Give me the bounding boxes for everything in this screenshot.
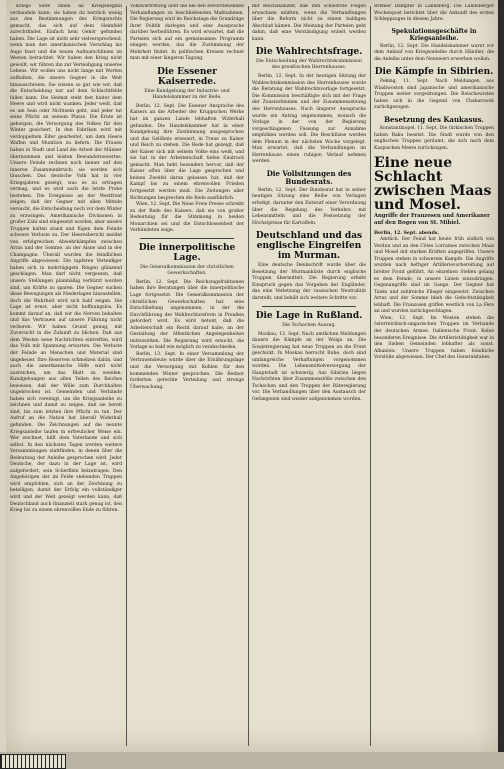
headline-kaukasus: Besetzung des Kaukasus. [384, 115, 484, 125]
article-russland: Moskau, 12. Sept. Nach amtlichen Meldungen dauern die Kämpfe an der Wolga an. Die Sowjetregierung hat neue Truppen an die Front geschickt. In Moskau herrscht Ruhe, doch sind umfangreiche Verhaftungen vorgenommen worden. Die Lebensmittelversorgung der Hauptstadt ist schwierig. Aus Sibirien liegen Nachrichten über Zusammenstöße zwischen den Tschechen und den Truppen der Räteregierung vor. Die Verhandlungen über den Austausch der Gefangenen sind wieder aufgenommen worden. [252, 331, 366, 402]
article-schlacht-2: Wien, 12. Sept. Im Westen stehen die österreichisch-ungarischen Truppen im Verbande der deutschen Armee. Italienische Front: Keine besonderen Ereignisse. Die Artillerietätigkeit war in den Sieben Gemeinden lebhafter als sonst. Albanien: Unsere Truppen haben feindliche Vorstöße abgewiesen. Der Chef des Generalstabes. [374, 315, 494, 361]
column-rule [126, 6, 127, 746]
headline-bundesrat: Die Vollsitzungen des Bundesrats. [266, 168, 352, 186]
dateline: Berlin, 12. Sept. abends. [374, 229, 440, 236]
scale-ruler [0, 754, 66, 769]
page-edge [498, 0, 504, 752]
column-2 [130, 4, 244, 746]
subhead-kundgebung: Eine Kundgebung der Industrie- und Handelskammer zu der Rede. [144, 88, 230, 100]
article-kaiserrede-1: Berlin, 12. Sept. Die Essener Ansprache des Kaisers an die Arbeiter der Kruppschen Werke hat im ganzen Lande lebhaften Widerhall gefunden. Die Handelskammer hat in einer Kundgebung ihre Zustimmung ausgesprochen und das Gelöbnis erneuert, in Treue zu Kaiser und Reich zu stehen. Die Rede hat gezeigt, daß der Kaiser sich mit seinem Volke eins weiß, und sie hat in der Arbeiterschaft tiefen Eindruck gemacht. Man hebt besonders hervor, daß der Kaiser offen über die Lage gesprochen und keinen Zweifel daran gelassen hat, daß der Kampf bis zu einem ehrenvollen Frieden fortgesetzt werden muß. Die Zeitungen aller Richtungen besprechen die Rede ausführlich. [130, 103, 244, 201]
article-schlacht-1: Amtlich. Der Feind hat heute früh südlich von Verdun und an den Côtes Lorraines zwischen Maas und Mosel mit starken Kräften angegriffen. Unsere Truppen stehen in schwerem Kampfe. Die Angriffe wurden nach heftiger Artillerievorbereitung auf breiter Front geführt. An einzelnen Stellen gelang es dem Feinde, in unsere Linien einzudringen. Gegenangriffe sind im Gange. Der Gegner hat Tanks und zahlreiche Flieger eingesetzt. Zwischen Arras und der Somme blieb die Gefechtstätigkeit lebhaft. Die Franzosen griffen westlich von La Fère an und wurden zurückgeschlagen. [374, 237, 494, 315]
headline-wahlrechtsfrage: Die Wahlrechtsfrage. [255, 47, 363, 58]
headline-innerpolitische-lage: Die innerpolitische Lage. [138, 242, 236, 263]
column-3-top-text: mit Reichskanzler, daß ihm schwerste Folgen erwachsen müßten, wenn die Verhandlungen über die Reform nicht zu einem baldigen Abschluß kämen. Die Meinung der Parteien geht dahin, daß eine Verständigung erzielt werden kann. [252, 4, 366, 42]
column-rule [248, 6, 249, 746]
subhead-wahlrechtskommission: Die Entscheidung der Wahlrechtskommission des preußischen Herrenhauses. [256, 59, 362, 71]
article-bundesrat: Berlin, 12. Sept. Der Bundesrat hat in seiner heutigen Sitzung eine Reihe von Vorlagen erledigt, darunter den Entwurf einer Verordnung über die Regelung des Verkehrs mit Lebensmitteln und die Festsetzung der Höchstpreise für Kartoffeln. [252, 187, 366, 226]
headline-lage-russland: Die Lage in Rußland. [255, 310, 363, 321]
article-innerpolitik-1: Berlin, 12. Sept. Die Reichstagsfraktionen haben ihre Beratungen über die innerpolitische Lage fortgesetzt. Die Generalkommission der christlichen Gewerkschaften hat eine Entschließung angenommen, in der die Durchführung der Wahlrechtsreform in Preußen gefordert wird. Es wird betont, daß die Arbeiterschaft ein Recht darauf habe, an der Gestaltung der öffentlichen Angelegenheiten mitzuwirken. Die Regierung wird ersucht, die Vorlage so bald wie möglich zu verabschieden. [130, 279, 244, 351]
headline-kaempfe-sibirien: Die Kämpfe in Sibirien. [374, 67, 494, 78]
article-kaukasus: Konstantinopel, 11. Sept. Die türkischen Truppen haben Baku besetzt. Die Stadt wurde von den englischen Truppen geräumt, die sich nach dem Kaspischen Meere zurückzogen. [374, 126, 494, 151]
column-3 [252, 4, 366, 746]
column-2-top-text: Volksvertretung über die bei den bevorstehenden Verhandlungen zu beschließenden Maßnahmen. Die Regierung wird im Reichstage die Grundzüge ihrer Politik darlegen und eine Aussprache darüber herbeiführen. Es wird erwartet, daß die Parteien sich auf ein gemeinsames Programm einigen werden, das die Zustimmung der Mehrheit findet. In politischen Kreisen rechnet man mit einer längeren Tagung. [130, 4, 244, 62]
column-1-text: Kriegs Seite ihnen an Kriegsbeginn verhandeln kann; sie haben da herzlich wenig aus den Bestimmungen des Kriegsrechts gemacht, das sich auf dem Heimfeld zurechtfindet. Einfach kein Gehör gefunden haben. Die Lage ist nicht sehr vielversprechend, wenn man den amerikanischen Vorschlag ins Auge fasst und die neuen Aufmarschlinien im Westen betrachtet. Wir haben den Krieg nicht gewollt, wir führen ihn zur Verteidigung unseres Lebens. Wir wollen uns nicht lange mit Worten aufhalten, die unsere Gegner in die Welt hinausschreien. Sie wissen so gut wie wir, daß die Entscheidung nur auf dem Schlachtfelde fallen kann. Die Heimat steht fest hinter dem Heere und wird nicht wanken. Jeder weiß, daß es um Sein oder Nichtsein geht, und jeder tut seine Pflicht an seinem Platze. Die Ernte ist geborgen, die Versorgung des Volkes für den Winter gesichert. In den Fabriken wird mit verdoppeltem Eifer gearbeitet, um dem Heere Waffen und Munition zu liefern. Die Frauen haben in Stadt und Land die Arbeit der Männer übernommen und leisten Bewundernswertes. Unsere Feinde rechnen noch immer auf den inneren Zusammenbruch; sie werden sich täuschen. Das deutsche Volk hat in vier Kriegsjahren gezeigt, was es zu ertragen vermag, und es wird auch die letzte Probe bestehen. Die Ereignisse an der Westfront zeigen, daß der Gegner mit allen Mitteln versucht, die Entscheidung noch vor dem Winter zu erzwingen. Amerikanische Divisionen in großer Zahl sind eingesetzt worden, aber unsere Truppen halten stand und fügen dem Feinde schwere Verluste zu. Der Heeresbericht meldet von erfolgreichen Abwehrkämpfen zwischen Arras und der Somme, an der Aisne und in der Champagne. Überall wurden die feindlichen Angriffe abgewiesen. Die tapferen Verteidiger haben sich in mehrtägigem Ringen glänzend geschlagen. Man darf nicht vergessen, daß unsere Stellungen planmäßig verkürzt worden sind, um Kräfte zu sparen. Die Gegner suchen diese Bewegungen als Niederlagen hinzustellen, doch die Wahrheit wird sich bald zeigen. Die Lage ist ernst, aber nicht hoffnungslos. Es kommt darauf an, daß wir die Nerven behalten und das Vertrauen auf unsere Führung nicht verlieren. Wir haben Grund genug, mit Zuversicht in die Zukunft zu blicken. Daß aus dem Westen neue Nachrichten eintreffen, wird das Volk mit Spannung erwarten. Die Verluste der Feinde an Menschen und Material sind ungeheuer. Ihre Reserven schmelzen dahin, und auch die amerikanische Hilfe wird nicht ausreichen, um das Blatt zu wenden. Kundgebungen aus allen Teilen des Reiches beweisen, daß der Wille zum Durchhalten ungebrochen ist. Gemeinden und Verbände haben sich vereinigt, um die Kriegsanleihe zu zeichnen und damit zu zeigen, daß sie bereit sind, bis zum letzten ihre Pflicht zu tun. Der Aufruf an die Nation hat überall Widerhall gefunden. Die Zeichnungen auf die neunte Kriegsanleihe laufen in erfreulicher Weise ein. Wer zeichnet, hilft dem Vaterlande und sich selbst. In den nächsten Tagen werden weitere Versammlungen stattfinden, in denen über die Bedeutung der Anleihe gesprochen wird. Jeder Deutsche, der dazu in der Lage ist, wird aufgefordert, sein Scherflein beizutragen. Den Angehörigen der im Felde stehenden Truppen wird empfohlen, sich an der Zeichnung zu beteiligen, damit der Erfolg ein vollständiger wird und der Welt gezeigt werden kann, daß Deutschland auch finanziell stark genug ist, den Krieg bis zu einem ehrenvollen Ende zu führen. [10, 4, 122, 514]
article-separator [262, 306, 356, 307]
headline-essener-kaiserrede: Die Essener Kaiserrede. [157, 66, 217, 87]
article-spekulation: Berlin, 12. Sept. Die Handelskammer warnt vor dem Ankauf von Kriegsanleihe durch Händler, die die Anleihe unter dem Nennwert erwerben wollen. [374, 43, 494, 62]
article-separator [140, 238, 234, 239]
column-rule [370, 6, 371, 746]
article-kaiserrede-2: Wien, 12. Sept. Die Neue Freie Presse schreibt zu der Rede des Kaisers, daß sie von großer Bedeutung für die Stimmung in beiden Monarchien sei und die Entschlossenheit der Verbündeten zeige. [130, 202, 244, 234]
article-sibirien: Peking, 11. Sept. Nach Meldungen aus Wladiwostok sind japanische und amerikanische Truppen weiter vorgedrungen. Die Bolschewisten haben sich in die Gegend von Chabarowsk zurückgezogen. [374, 79, 494, 111]
headline-neue-schlacht: Eine neue Schlacht zwischen Maas und Mosel. [374, 155, 492, 214]
article-wahlrecht: Berlin, 12. Sept. In der heutigen Sitzung der Wahlrechtskommission des Herrenhauses wurde die Beratung der Wahlrechtsvorlage fortgesetzt. Die Kommission beschäftigte sich mit der Frage der Zusatzstimmen und der Zusammensetzung des Herrenhauses. Nach längerer Aussprache wurde ein Antrag angenommen, wonach die Vorlage in der von der Regierung vorgeschlagenen Fassung zur Annahme empfohlen werden soll. Die Beschlüsse werden dem Plenum in der nächsten Woche vorgelegt. Man erwartet, daß die Verhandlungen im Herrenhause einen ruhigen Verlauf nehmen werden. [252, 74, 366, 165]
article-murman: Eine deutsche Denkschrift wurde über die Besetzung der Murmanküste durch englische Truppen übermittelt. Die Regierung erhebt Einspruch gegen das Vorgehen der Engländer, das eine Verletzung der russischen Neutralität darstellt, und behält sich weitere Schritte vor. [252, 263, 366, 301]
column-1 [10, 4, 122, 746]
article-innerpolitik-2: Berlin, 13. Sept. In einer Versammlung der Vertrauensleute wurde über die Ernährungslage und die Versorgung mit Kohlen für den kommenden Winter gesprochen. Die Redner forderten gerechte Verteilung und strenge Überwachung. [130, 351, 244, 390]
subhead-gewerkschaften: Die Generalkommission der christlichen Gewerkschaften. [140, 264, 234, 276]
scan-margin [0, 752, 504, 769]
newspaper-page [6, 0, 498, 752]
subhead-tschechen: Die Tschechen Auszug. [282, 322, 336, 328]
subhead-st-mihiel: Angriffe der Franzosen und Amerikaner auf den Bogen von St. Mihiel. [374, 213, 490, 226]
column-4-top-text: Bremer Dampfer in Landsberg. Die Landsberger Wochenpost berichtet über die Ankunft des ersten Schleppzuges in diesem Jahre. [374, 4, 494, 23]
column-4 [374, 4, 494, 746]
headline-murman: Deutschland und das englische Eingreifen im Murman. [255, 231, 363, 262]
headline-spekulation: Spekulationsgeschäfte in Kriegsanleihe. [391, 27, 477, 42]
